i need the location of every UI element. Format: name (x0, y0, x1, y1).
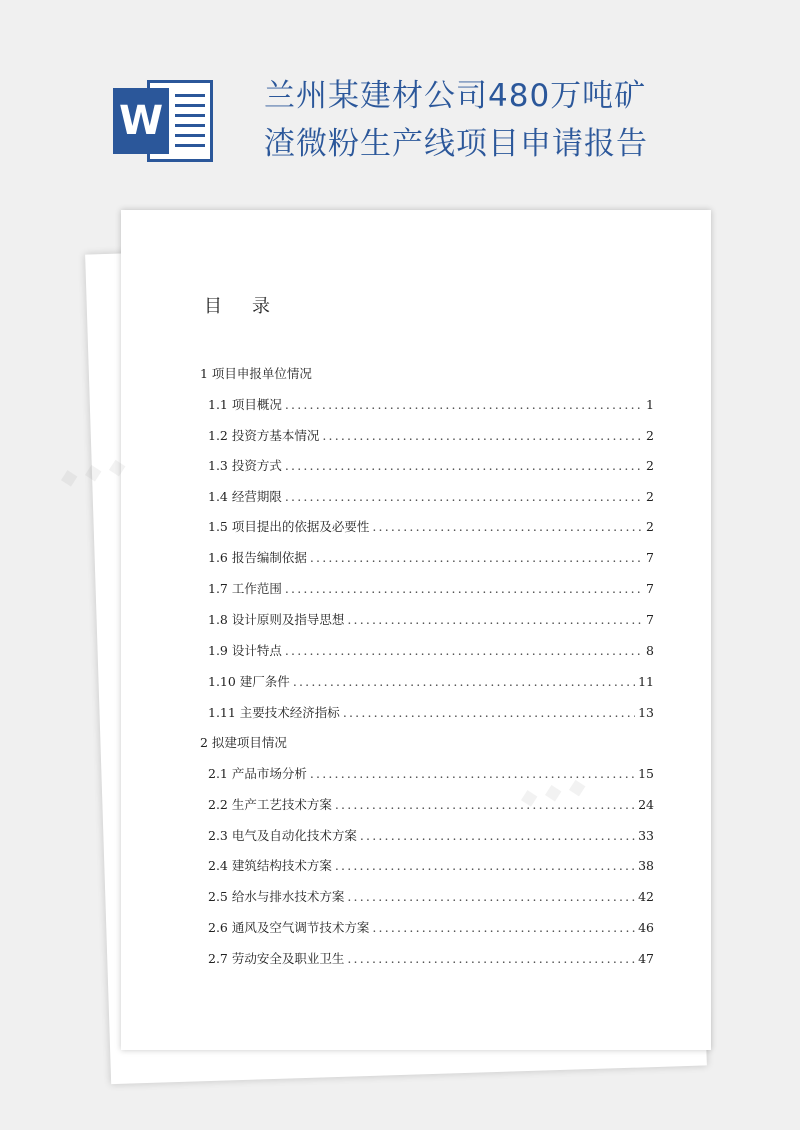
toc-section[interactable] (200, 733, 500, 755)
toc-entry[interactable] (208, 426, 654, 448)
toc-entry[interactable] (208, 641, 654, 663)
toc-entry-label: 1.10 建厂条件 (208, 674, 290, 689)
toc-page-number: 2 (646, 458, 654, 473)
toc-page-number: 47 (638, 951, 654, 966)
toc-entry[interactable] (208, 856, 654, 878)
doc-line (175, 94, 205, 97)
toc-page-number: 2 (646, 428, 654, 443)
toc-entry-label: 2.4 建筑结构技术方案 (208, 858, 332, 873)
toc-entry-label: 1.1 项目概况 (208, 397, 282, 412)
toc-leader-dots (285, 397, 643, 412)
toc-leader-dots (372, 920, 635, 935)
word-letter: W (113, 88, 169, 154)
toc-entry-label: 1.7 工作范围 (208, 581, 282, 596)
toc-leader-dots (285, 458, 643, 473)
toc-page-number: 24 (638, 797, 654, 812)
toc-page-number: 38 (638, 858, 654, 873)
toc-leader-dots (347, 612, 643, 627)
toc-page-number: 1 (646, 397, 654, 412)
toc-entry[interactable] (208, 517, 654, 539)
toc-page-number: 2 (646, 489, 654, 504)
toc-section[interactable] (200, 364, 500, 386)
toc-entry[interactable] (208, 579, 654, 601)
toc-entry[interactable] (208, 795, 654, 817)
toc-entry-label: 1.9 设计特点 (208, 643, 282, 658)
toc-entry[interactable] (208, 887, 654, 909)
toc-entry-label: 1.6 报告编制依据 (208, 550, 307, 565)
toc-entry[interactable] (208, 703, 654, 725)
toc-leader-dots (347, 889, 635, 904)
toc-entry[interactable] (208, 395, 654, 417)
toc-page-number: 7 (646, 612, 654, 627)
toc-section-label: 2 拟建项目情况 (200, 735, 287, 750)
toc-entry-label: 1.11 主要技术经济指标 (208, 705, 340, 720)
toc-leader-dots (285, 489, 643, 504)
toc-leader-dots (285, 643, 643, 658)
toc-page-number: 33 (638, 828, 654, 843)
word-document-icon (113, 80, 216, 162)
toc-entry-label: 2.7 劳动安全及职业卫生 (208, 951, 345, 966)
doc-line (175, 144, 205, 147)
toc-page-number: 7 (646, 550, 654, 565)
toc-leader-dots (322, 428, 643, 443)
doc-line (175, 104, 205, 107)
toc-leader-dots (343, 705, 635, 720)
toc-leader-dots (293, 674, 635, 689)
watermark: ◆ (58, 463, 80, 492)
toc-entry-label: 1.8 设计原则及指导思想 (208, 612, 345, 627)
toc-entry[interactable] (208, 764, 654, 786)
toc-leader-dots (310, 766, 635, 781)
toc-page-number: 42 (638, 889, 654, 904)
toc-page-number: 11 (638, 674, 654, 689)
toc-page-number: 2 (646, 519, 654, 534)
toc-entry[interactable] (208, 610, 654, 632)
toc-entry[interactable] (208, 672, 654, 694)
toc-leader-dots (360, 828, 635, 843)
toc-entry[interactable] (208, 487, 654, 509)
toc-leader-dots (310, 550, 643, 565)
toc-entry-label: 1.2 投资方基本情况 (208, 428, 320, 443)
toc-entry-label: 2.2 生产工艺技术方案 (208, 797, 332, 812)
toc-entry[interactable] (208, 456, 654, 478)
doc-line (175, 114, 205, 117)
toc-heading-char-2: 录 (252, 296, 270, 317)
toc-section-label: 1 项目申报单位情况 (200, 366, 312, 381)
toc-entry[interactable] (208, 918, 654, 940)
toc-entry[interactable] (208, 949, 654, 971)
toc-entry-label: 1.3 投资方式 (208, 458, 282, 473)
toc-entry-label: 2.6 通风及空气调节技术方案 (208, 920, 370, 935)
toc-leader-dots (347, 951, 635, 966)
toc-entry-label: 2.1 产品市场分析 (208, 766, 307, 781)
toc-heading-char-1: 目 (204, 296, 222, 317)
toc-entry-label: 2.3 电气及自动化技术方案 (208, 828, 357, 843)
doc-line (175, 134, 205, 137)
toc-page-number: 7 (646, 581, 654, 596)
toc-entry-label: 1.5 项目提出的依据及必要性 (208, 519, 370, 534)
toc-entry-label: 1.4 经营期限 (208, 489, 282, 504)
toc-page-number: 46 (638, 920, 654, 935)
toc-entry-label: 2.5 给水与排水技术方案 (208, 889, 345, 904)
toc-heading (204, 292, 270, 318)
toc-leader-dots (335, 797, 635, 812)
doc-line (175, 124, 205, 127)
toc-entry[interactable] (208, 826, 654, 848)
toc-entry[interactable] (208, 548, 654, 570)
toc-page-number: 8 (646, 643, 654, 658)
toc-leader-dots (372, 519, 643, 534)
document-title: 兰州某建材公司480万吨矿渣微粉生产线项目申请报告 (264, 78, 648, 162)
toc-page-number: 15 (638, 766, 654, 781)
toc-page-number: 13 (638, 705, 654, 720)
toc-leader-dots (335, 858, 635, 873)
toc-leader-dots (285, 581, 643, 596)
